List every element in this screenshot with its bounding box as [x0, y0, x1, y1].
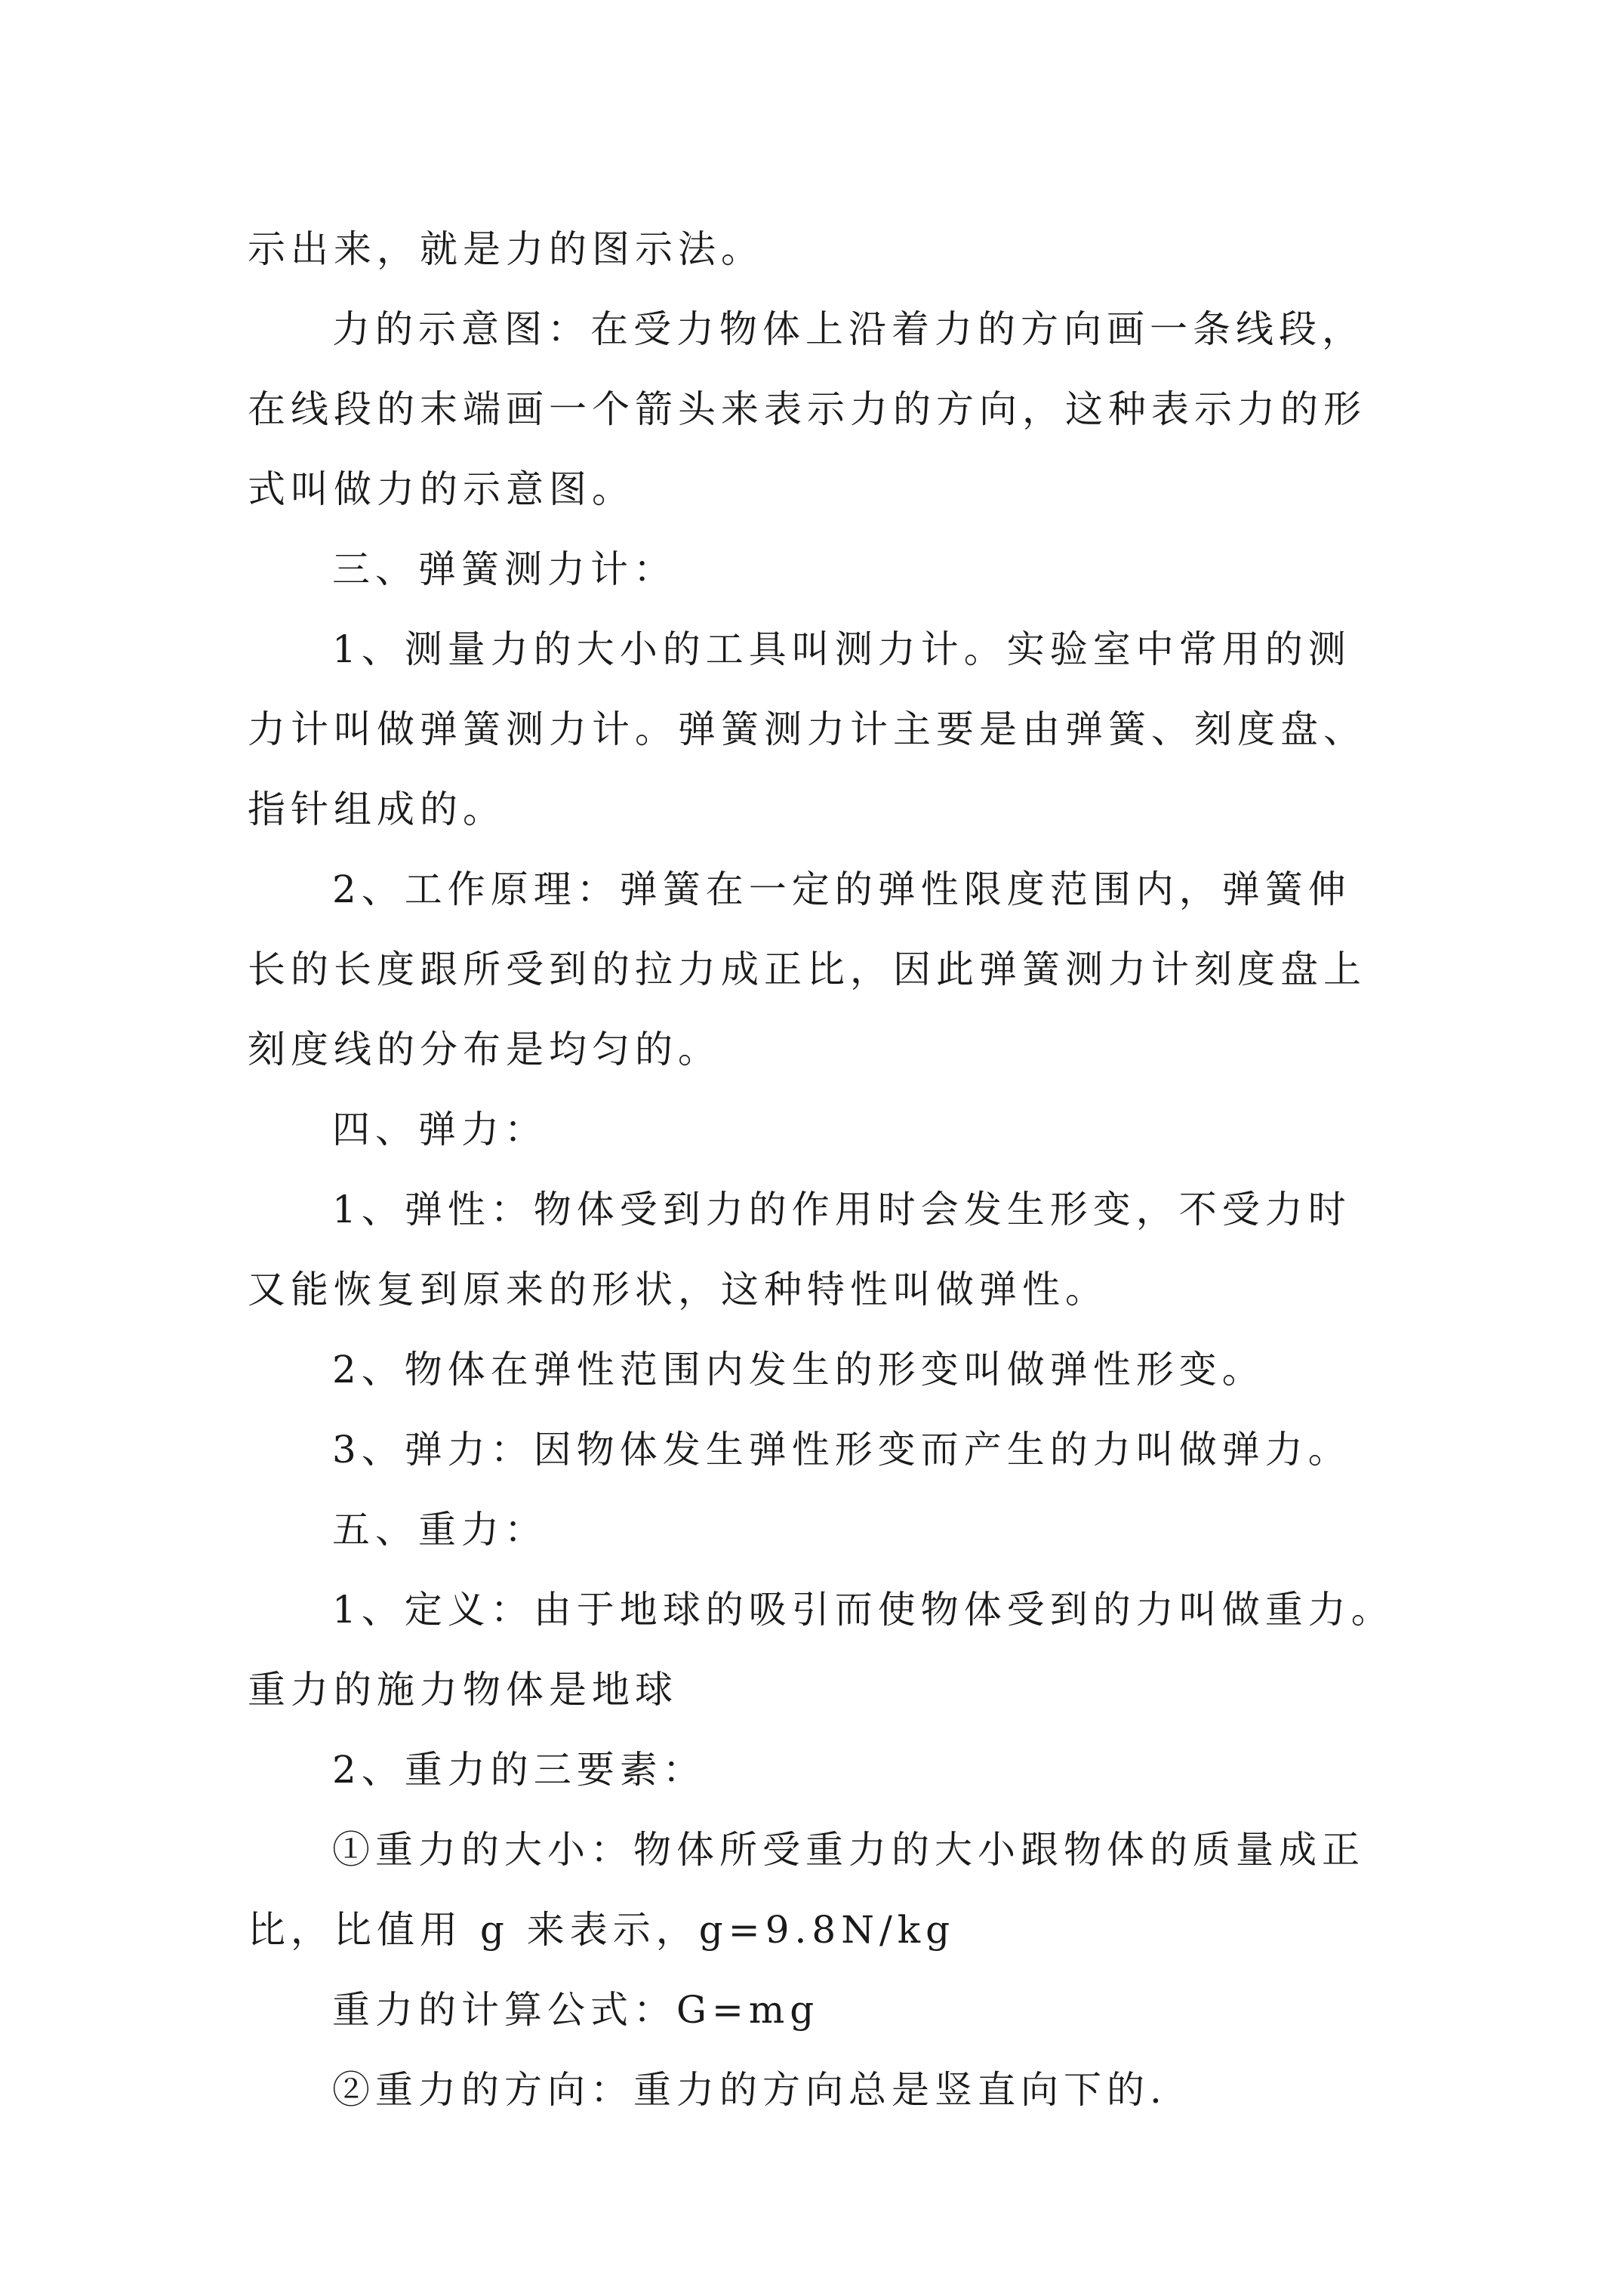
text-line-22: 比，比值用 g 来表示，g=9.8N/kg	[248, 1908, 956, 1952]
text-line-11: 刻度线的分布是均匀的。	[248, 1028, 721, 1071]
text-line-13: 1、弹性：物体受到力的作用时会发生形变，不受力时	[332, 1188, 1351, 1231]
text-line-8: 指针组成的。	[248, 787, 506, 831]
text-line-1: 示出来，就是力的图示法。	[248, 227, 764, 271]
text-line-10: 长的长度跟所受到的拉力成正比，因此弹簧测力计刻度盘上	[248, 948, 1366, 991]
text-line-3: 在线段的末端画一个箭头来表示力的方向，这种表示力的形	[248, 387, 1366, 431]
text-line-15: 2、物体在弹性范围内发生的形变叫做弹性形变。	[332, 1348, 1265, 1391]
text-line-24: ②重力的方向：重力的方向总是竖直向下的.	[332, 2068, 1167, 2112]
text-line-19: 重力的施力物体是地球	[248, 1668, 678, 1712]
text-line-18: 1、定义：由于地球的吸引而使物体受到的力叫做重力。	[332, 1588, 1394, 1632]
text-line-16: 3、弹力：因物体发生弹性形变而产生的力叫做弹力。	[332, 1428, 1351, 1472]
text-line-4: 式叫做力的示意图。	[248, 467, 635, 511]
document-body	[248, 209, 1425, 2130]
section-heading-elastic-force: 四、弹力：	[332, 1108, 547, 1151]
formula-line: 重力的计算公式：G=mg	[332, 1988, 820, 2032]
text-line-21: ①重力的大小：物体所受重力的大小跟物体的质量成正	[332, 1828, 1365, 1872]
text-line-7: 力计叫做弹簧测力计。弹簧测力计主要是由弹簧、刻度盘、	[248, 707, 1366, 751]
text-line-20: 2、重力的三要素：	[332, 1748, 706, 1792]
section-heading-spring-scale: 三、弹簧测力计：	[332, 547, 676, 591]
section-heading-gravity: 五、重力：	[332, 1508, 547, 1552]
text-line-6: 1、测量力的大小的工具叫测力计。实验室中常用的测	[332, 627, 1351, 671]
text-line-2: 力的示意图：在受力物体上沿着力的方向画一条线段，	[332, 307, 1365, 351]
text-line-14: 又能恢复到原来的形状，这种特性叫做弹性。	[248, 1268, 1108, 1311]
text-line-9: 2、工作原理：弹簧在一定的弹性限度范围内，弹簧伸	[332, 868, 1351, 911]
